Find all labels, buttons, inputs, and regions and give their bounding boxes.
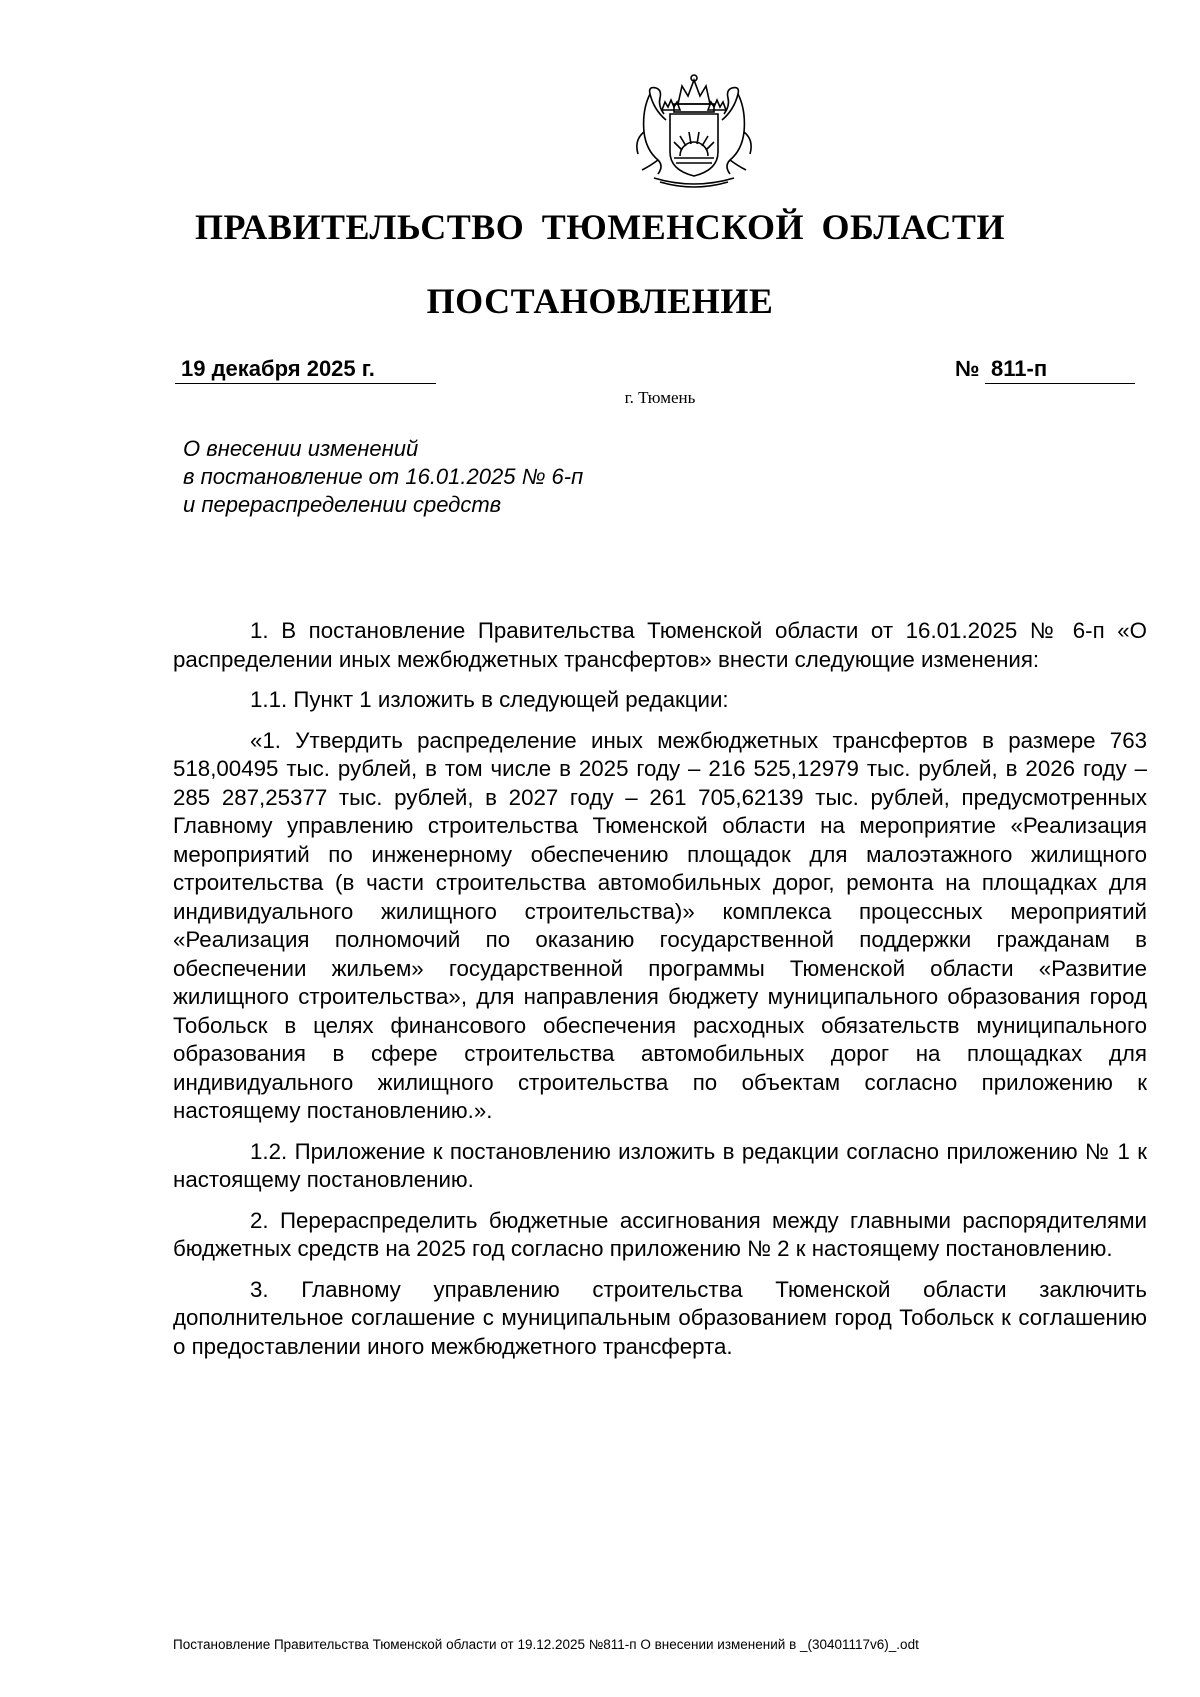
tyumen-coat-of-arms-icon	[614, 70, 774, 188]
document-number	[955, 355, 1135, 384]
body-paragraph: 1.2. Приложение к постановлению изложить в редакции согласно приложению № 1 к настоящему постановлению.	[173, 1138, 1147, 1192]
page-footer: Постановление Правительства Тюменской области от 19.12.2025 №811-п О внесении изменений в _(30401117v6)_.odt	[173, 1637, 919, 1652]
government-title: ПРАВИТЕЛЬСТВО ТЮМЕНСКОЙ ОБЛАСТИ	[195, 207, 1005, 247]
subject-line: в постановление от 16.01.2025 № 6-п	[183, 464, 584, 489]
subject-line: и перераспределении средств	[183, 492, 502, 517]
number-sign: №	[955, 356, 980, 381]
body-paragraph: 1. В постановление Правительства Тюменской области от 16.01.2025 № 6-п «О распределении иных межбюджетных трансфертов» внести следующие изменения:	[173, 618, 1147, 672]
subject-line: О внесении изменений	[183, 436, 419, 461]
body-paragraph: 3. Главному управлению строительства Тюменской области заключить дополнительное соглашение с муниципальным образованием город Тобольск к соглашению о предоставлении иного межбюджетного трансферта.	[173, 1276, 1147, 1359]
document-city: г. Тюмень	[624, 388, 696, 407]
body-paragraph: 1.1. Пункт 1 изложить в следующей редакции:	[250, 687, 729, 712]
document-date: 19 декабря 2025 г.	[175, 355, 436, 384]
body-paragraph: «1. Утвердить распределение иных межбюджетных трансфертов в размере 763 518,00495 тыс. рублей, в том числе в 2025 году – 216 525,12979 тыс. рублей, в 2026 году – 285 287,25377 тыс. рублей, в 2027 году – 261 705,62139 тыс. рублей, предусмотренных Главному управлению строительства Тюменской области на мероприятие «Реализация мероприятий по инженерному обеспечению площадок для малоэтажного жилищного строительства (в части строительства автомобильных дорог, ремонта на площадках для индивидуального жилищного строительства)» комплекса процессных мероприятий «Реализация полномочий по оказанию государственной поддержки гражданам в обеспечении жильем» государственной программы Тюменской области «Развитие жилищного строительства», для направления бюджету муниципального образования город Тобольск в целях финансового обеспечения расходных обязательств муниципального образования в сфере строительства автомобильных дорог на площадках для индивидуального жилищного строительства по объектам согласно приложению к настоящему постановлению.».	[173, 727, 1147, 1123]
body-paragraph: 2. Перераспределить бюджетные ассигнования между главными распорядителями бюджетных средств на 2025 год согласно приложению № 2 к настоящему постановлению.	[173, 1207, 1147, 1261]
document-number-value: 811-п	[985, 355, 1135, 384]
document-body	[173, 617, 1147, 1373]
document-subject	[183, 435, 583, 519]
document-type-heading: ПОСТАНОВЛЕНИЕ	[426, 281, 774, 321]
